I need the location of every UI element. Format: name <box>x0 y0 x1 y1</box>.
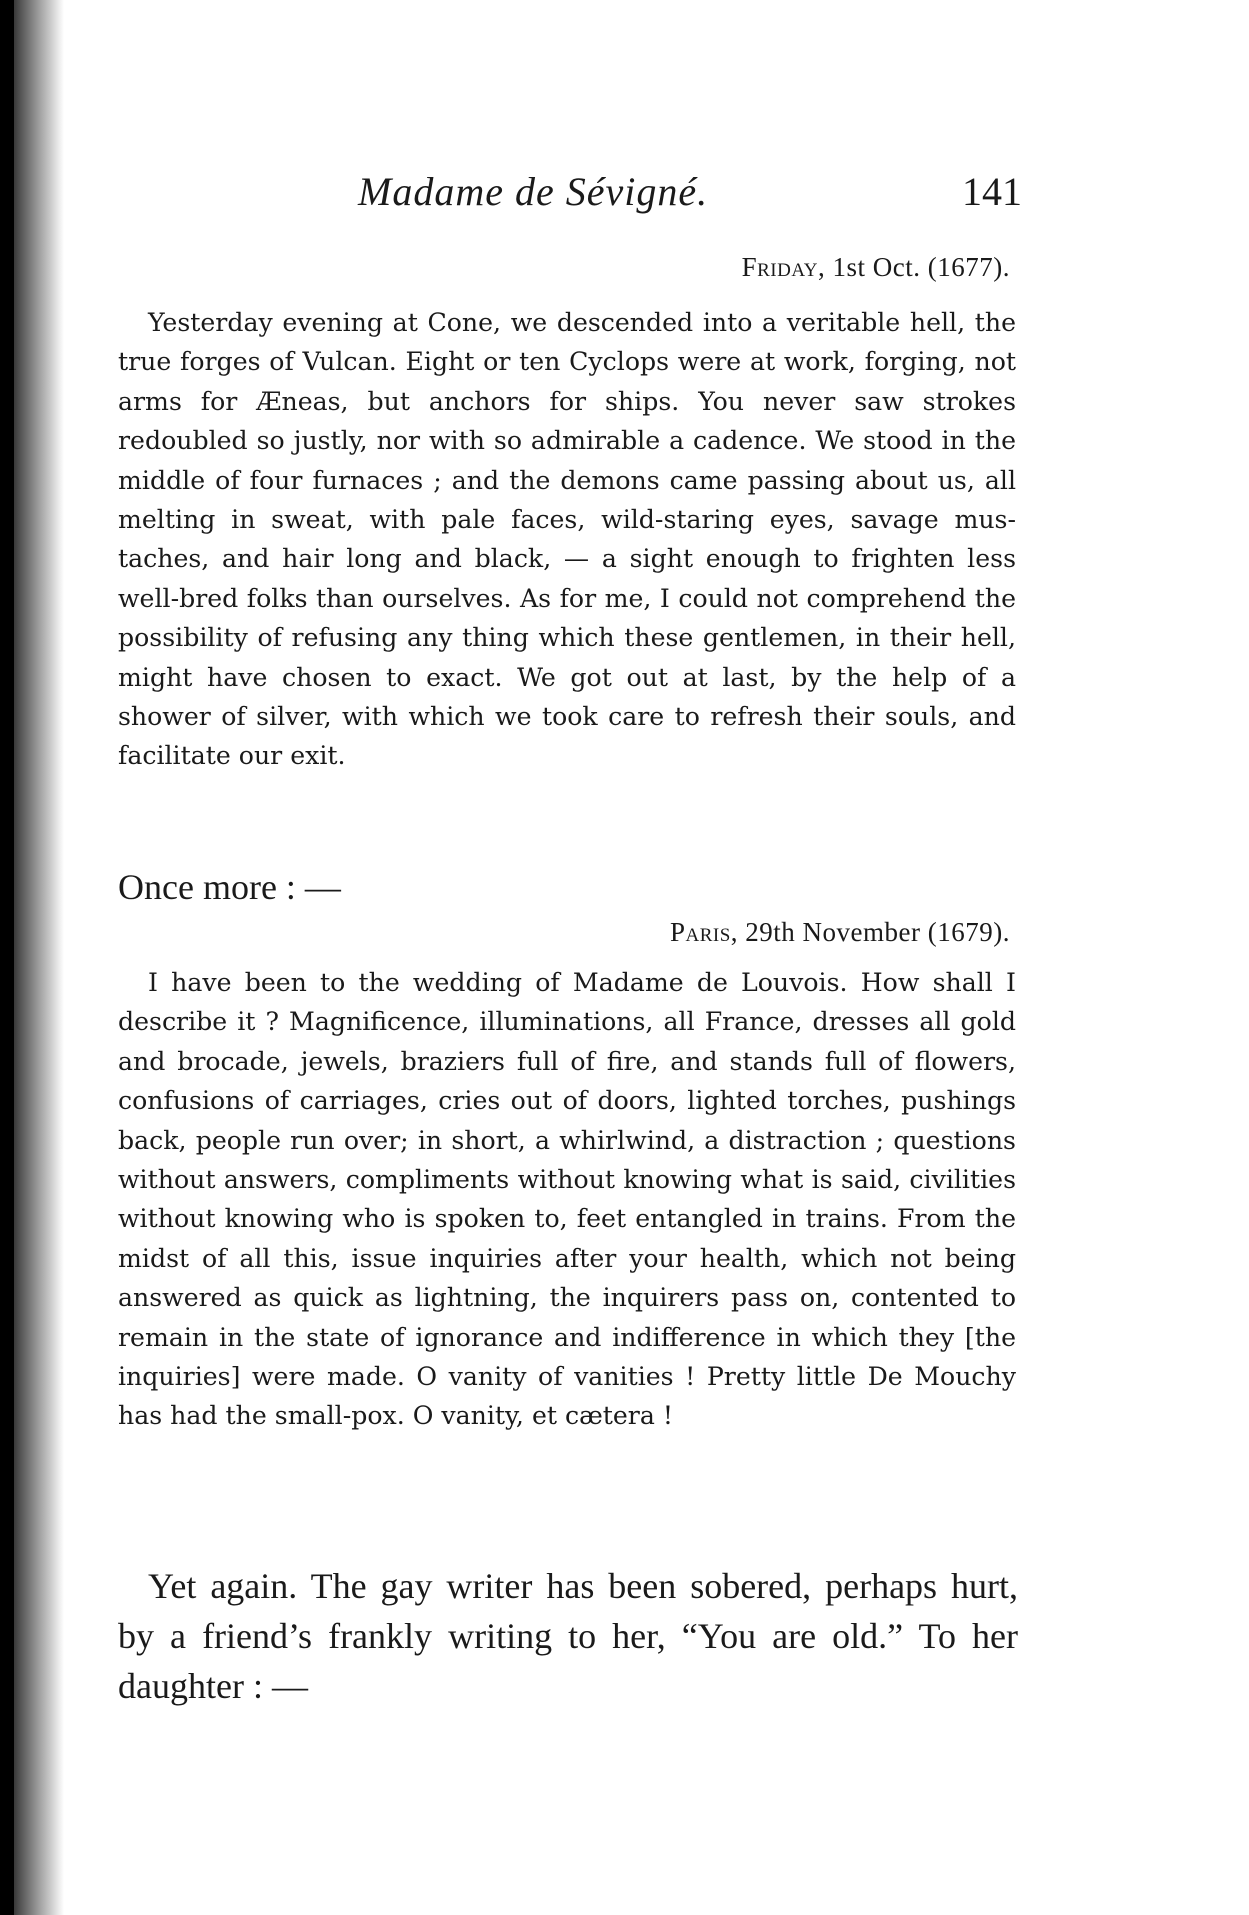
dateline-date: 29th November (1679). <box>745 917 1010 947</box>
page-number: 141 <box>962 169 1022 214</box>
book-binding-edge <box>0 0 14 1915</box>
letter-one-dateline <box>742 252 1010 283</box>
dateline-city: Paris, <box>669 917 739 947</box>
running-title: Madame de Sévigné. <box>358 169 709 214</box>
transition-once-more: Once more : — <box>118 867 341 907</box>
transition-yet-again: Yet again. The gay writer has been sobered, perhaps hurt, by a friend’s frankly writing to her, “You are old.” To her daughter : — <box>118 1566 1018 1706</box>
book-page <box>118 0 1022 1915</box>
letter-two-dateline <box>670 917 1010 948</box>
dateline-date: 1st Oct. (1677). <box>832 252 1010 282</box>
dateline-day: Friday, <box>741 252 826 282</box>
letter-two-body: I have been to the wedding of Madame de Louvois. How shall I describe it ? Magnificence, illuminations, all France, dresses all gold and brocade, jewels, braziers full of fire, and stands full of flowers, confusions of carriages, cries out of doors, lighted torches, pushings back, people run over; in short, a whirlwind, a distraction ; questions without answers, compliments without knowing what is said, civilities without knowing who is spoken to, feet entangled in trains. From the midst of all this, issue inquiries after your health, which not being answered as quick as lightning, the inquirers pass on, contented to remain in the state of ignorance and indifference in which they [the inquiries] were made. O vanity of vanities ! Pretty little De Mouchy has had the small-pox. O vanity, et cætera ! <box>118 968 1016 1431</box>
letter-one-body: Yesterday evening at Cone, we descended into a veritable hell, the true forges of Vulcan. Eight or ten Cyclops were at work, forging, not arms for Æneas, but anchors for ships. You never saw strokes redoubled so justly, nor with so admirable a cadence. We stood in the middle of four furnaces ; and the demons came passing about us, all melting in sweat, with pale faces, wild-staring eyes, savage mustaches, and hair long and black, — a sight enough to frighten less well-bred folks than ourselves. As for me, I could not comprehend the possibility of refusing any thing which these gentlemen, in their hell, might have chosen to exact. We got out at last, by the help of a shower of silver, with which we took care to refresh their souls, and facilitate our exit. <box>118 308 1016 771</box>
running-head <box>118 168 1022 220</box>
